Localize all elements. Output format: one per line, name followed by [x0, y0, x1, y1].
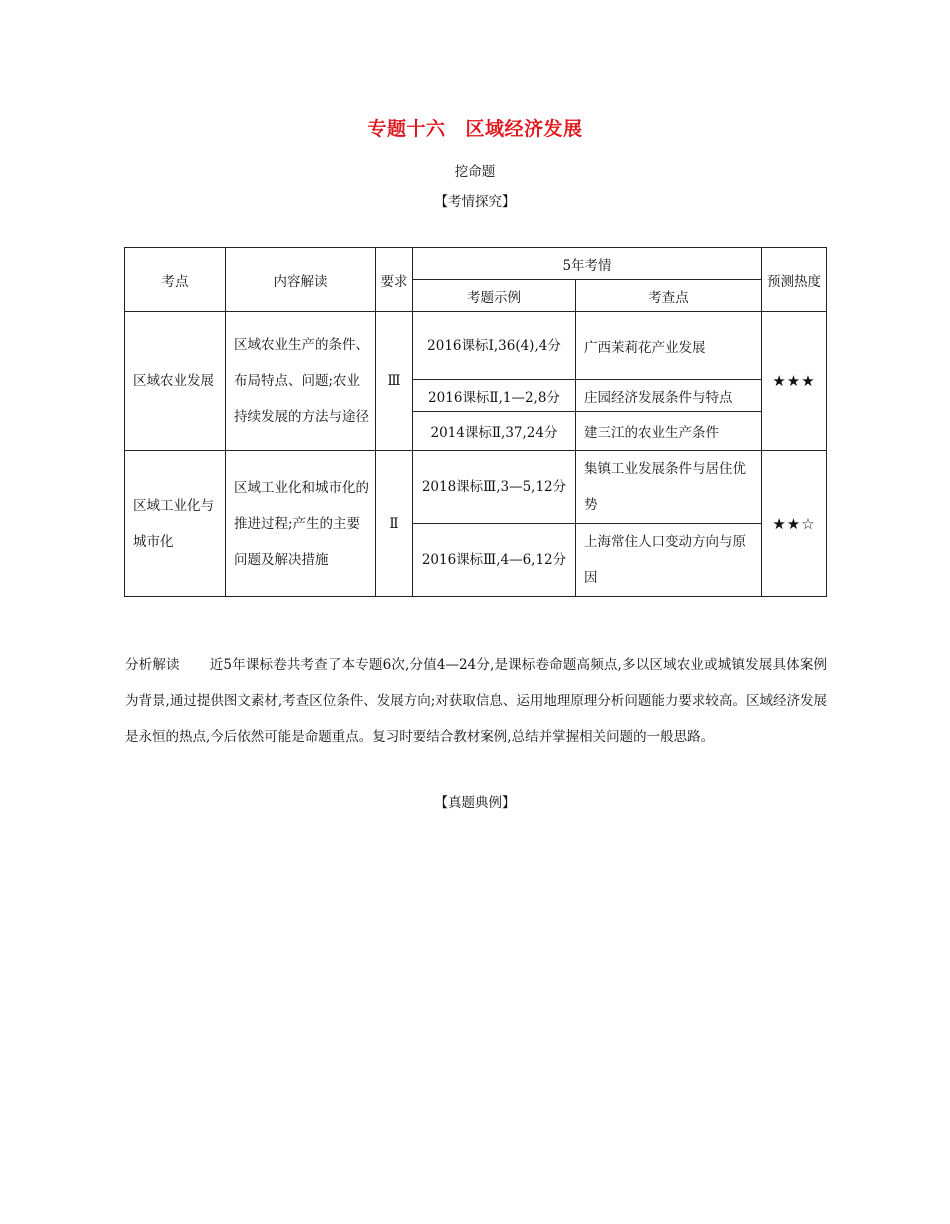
analysis-lead: 分析解读 — [125, 657, 180, 673]
row1-point-3: 建三江的农业生产条件 — [576, 412, 762, 451]
analysis-paragraph — [125, 647, 827, 755]
row2-kaodian: 区域工业化与城市化 — [125, 451, 226, 597]
header-forecast: 预测热度 — [762, 248, 827, 312]
title-topic-name: 区域经济发展 — [465, 118, 583, 140]
section-heading-real-questions: 【真题典例】 — [434, 795, 516, 811]
row1-example-2: 2016课标Ⅱ,1—2,8分 — [413, 380, 576, 412]
row1-stars: ★★★ — [762, 312, 827, 451]
title-topic-number: 专题十六 — [367, 118, 446, 140]
analysis-body: 近5年课标卷共考查了本专题6次,分值4—24分,是课标卷命题高频点,多以区域农业或城镇发展具体案例为背景,通过提供图文素材,考查区位条件、发展方向;对获取信息、运用地理原理分析问题能力要求较高。区域经济发展是永恒的热点,今后依然可能是命题重点。复习时要结合教材案例,总结并掌握相关问题的一般思路。 — [125, 657, 828, 745]
row1-yaoqiu: Ⅲ — [376, 312, 413, 451]
header-five-year: 5年考情 — [413, 248, 762, 280]
row2-point-1: 集镇工业发展条件与居住优势 — [576, 451, 762, 524]
row2-yaoqiu: Ⅱ — [376, 451, 413, 597]
header-example: 考题示例 — [413, 280, 576, 312]
header-kaodian: 考点 — [125, 248, 226, 312]
row1-point-1: 广西茉莉花产业发展 — [576, 312, 762, 380]
row1-point-2: 庄园经济发展条件与特点 — [576, 380, 762, 412]
section-heading-exam-analysis: 【考情探究】 — [434, 194, 516, 210]
subtitle: 挖命题 — [454, 164, 496, 180]
page-title — [0, 114, 950, 141]
header-neirong: 内容解读 — [226, 248, 376, 312]
row2-example-1: 2018课标Ⅲ,3—5,12分 — [413, 451, 576, 524]
row2-example-2: 2016课标Ⅲ,4—6,12分 — [413, 524, 576, 597]
header-point: 考查点 — [576, 280, 762, 312]
row2-point-2: 上海常住人口变动方向与原因 — [576, 524, 762, 597]
row2-stars: ★★☆ — [762, 451, 827, 597]
row1-neirong: 区域农业生产的条件、布局特点、问题;农业持续发展的方法与途径 — [226, 312, 376, 451]
exam-analysis-table — [124, 247, 827, 597]
row1-example-1: 2016课标Ⅰ,36(4),4分 — [413, 312, 576, 380]
header-yaoqiu: 要求 — [376, 248, 413, 312]
row1-example-3: 2014课标Ⅱ,37,24分 — [413, 412, 576, 451]
row1-kaodian: 区域农业发展 — [125, 312, 226, 451]
row2-neirong: 区域工业化和城市化的推进过程;产生的主要问题及解决措施 — [226, 451, 376, 597]
